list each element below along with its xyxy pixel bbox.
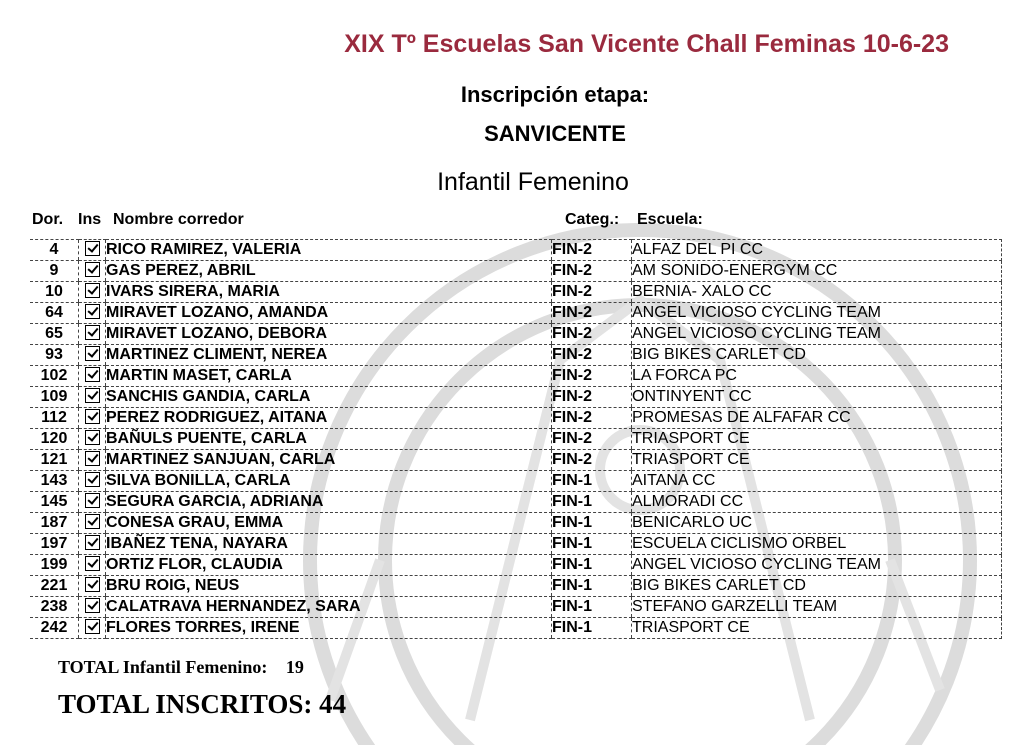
inscribed-checkbox <box>79 492 106 513</box>
category-total-label: TOTAL Infantil Femenino: <box>58 657 268 677</box>
rider-category: FIN-2 <box>552 240 632 261</box>
inscribed-checkbox <box>79 534 106 555</box>
rider-name: BAÑULS PUENTE, CARLA <box>106 429 552 450</box>
table-row <box>30 366 1002 387</box>
inscribed-checkbox <box>79 513 106 534</box>
rider-dorsal: 4 <box>30 240 79 261</box>
rider-name: FLORES TORRES, IRENE <box>106 618 552 639</box>
rider-category: FIN-2 <box>552 345 632 366</box>
rider-category: FIN-1 <box>552 597 632 618</box>
rider-dorsal: 242 <box>30 618 79 639</box>
table-row <box>30 282 1002 303</box>
rider-dorsal: 238 <box>30 597 79 618</box>
rider-name: MARTINEZ CLIMENT, NEREA <box>106 345 552 366</box>
rider-category: FIN-2 <box>552 303 632 324</box>
rider-category: FIN-1 <box>552 576 632 597</box>
rider-school: BIG BIKES CARLET CD <box>632 345 1002 366</box>
category-title: Infantil Femenino <box>437 168 629 196</box>
rider-dorsal: 199 <box>30 555 79 576</box>
column-header-dorsal: Dor. <box>32 211 64 228</box>
rider-name: MARTINEZ SANJUAN, CARLA <box>106 450 552 471</box>
rider-dorsal: 93 <box>30 345 79 366</box>
table-row <box>30 576 1002 597</box>
checkmark-icon <box>85 325 100 340</box>
checkmark-icon <box>85 514 100 529</box>
rider-school: TRIASPORT CE <box>632 450 1002 471</box>
inscribed-checkbox <box>79 618 106 639</box>
overall-total-count: 44 <box>319 689 347 719</box>
inscribed-checkbox <box>79 429 106 450</box>
checkmark-icon <box>85 472 100 487</box>
checkmark-icon <box>85 367 100 382</box>
stage-name: SANVICENTE <box>484 121 626 146</box>
rider-dorsal: 102 <box>30 366 79 387</box>
table-row <box>30 345 1002 366</box>
table-row <box>30 618 1002 639</box>
rider-school: BERNIA- XALO CC <box>632 282 1002 303</box>
table-row <box>30 240 1002 261</box>
checkmark-icon <box>85 535 100 550</box>
inscribed-checkbox <box>79 555 106 576</box>
rider-dorsal: 187 <box>30 513 79 534</box>
rider-name: MIRAVET LOZANO, AMANDA <box>106 303 552 324</box>
checkmark-icon <box>85 430 100 445</box>
stage-label: Inscripción etapa: <box>460 82 650 107</box>
inscribed-checkbox <box>79 597 106 618</box>
checkmark-icon <box>85 346 100 361</box>
rider-dorsal: 121 <box>30 450 79 471</box>
table-row <box>30 303 1002 324</box>
checkmark-icon <box>85 493 100 508</box>
rider-school: ANGEL VICIOSO CYCLING TEAM <box>632 555 1002 576</box>
rider-dorsal: 112 <box>30 408 79 429</box>
rider-category: FIN-2 <box>552 261 632 282</box>
rider-dorsal: 145 <box>30 492 79 513</box>
riders-table <box>30 239 1002 639</box>
rider-school: BENICARLO UC <box>632 513 1002 534</box>
rider-dorsal: 65 <box>30 324 79 345</box>
rider-school: ANGEL VICIOSO CYCLING TEAM <box>632 303 1002 324</box>
rider-name: SILVA BONILLA, CARLA <box>106 471 552 492</box>
rider-category: FIN-1 <box>552 492 632 513</box>
rider-school: STEFANO GARZELLI TEAM <box>632 597 1002 618</box>
checkmark-icon <box>85 409 100 424</box>
table-row <box>30 261 1002 282</box>
checkmark-icon <box>85 451 100 466</box>
inscribed-checkbox <box>79 303 106 324</box>
table-row <box>30 513 1002 534</box>
table-row <box>30 408 1002 429</box>
checkmark-icon <box>85 241 100 256</box>
rider-category: FIN-2 <box>552 366 632 387</box>
rider-school: ALFAZ DEL PI CC <box>632 240 1002 261</box>
rider-dorsal: 64 <box>30 303 79 324</box>
rider-name: SANCHIS GANDIA, CARLA <box>106 387 552 408</box>
column-header-name: Nombre corredor <box>113 211 244 228</box>
checkmark-icon <box>85 262 100 277</box>
rider-category: FIN-2 <box>552 408 632 429</box>
column-header-category: Categ.: <box>565 211 620 228</box>
rider-dorsal: 9 <box>30 261 79 282</box>
rider-category: FIN-2 <box>552 450 632 471</box>
inscribed-checkbox <box>79 387 106 408</box>
table-row <box>30 534 1002 555</box>
rider-school: ESCUELA CICLISMO ORBEL <box>632 534 1002 555</box>
table-row <box>30 387 1002 408</box>
category-total <box>58 657 304 678</box>
table-row <box>30 324 1002 345</box>
rider-name: SEGURA GARCIA, ADRIANA <box>106 492 552 513</box>
table-row <box>30 597 1002 618</box>
table-row <box>30 492 1002 513</box>
table-row <box>30 429 1002 450</box>
rider-category: FIN-1 <box>552 513 632 534</box>
checkmark-icon <box>85 388 100 403</box>
rider-school: PROMESAS DE ALFAFAR CC <box>632 408 1002 429</box>
checkmark-icon <box>85 304 100 319</box>
inscribed-checkbox <box>79 576 106 597</box>
column-header-inscribed: Ins <box>78 211 102 228</box>
rider-dorsal: 109 <box>30 387 79 408</box>
checkmark-icon <box>85 577 100 592</box>
rider-category: FIN-1 <box>552 618 632 639</box>
checkmark-icon <box>85 619 100 634</box>
rider-school: BIG BIKES CARLET CD <box>632 576 1002 597</box>
category-total-count: 19 <box>285 657 304 677</box>
inscribed-checkbox <box>79 345 106 366</box>
rider-name: CONESA GRAU, EMMA <box>106 513 552 534</box>
rider-school: TRIASPORT CE <box>632 618 1002 639</box>
checkmark-icon <box>85 598 100 613</box>
checkmark-icon <box>85 283 100 298</box>
rider-school: AM SONIDO-ENERGYM CC <box>632 261 1002 282</box>
inscribed-checkbox <box>79 261 106 282</box>
inscribed-checkbox <box>79 366 106 387</box>
rider-school: LA FORCA PC <box>632 366 1002 387</box>
inscribed-checkbox <box>79 408 106 429</box>
rider-school: ANGEL VICIOSO CYCLING TEAM <box>632 324 1002 345</box>
checkmark-icon <box>85 556 100 571</box>
rider-name: PEREZ RODRIGUEZ, AITANA <box>106 408 552 429</box>
rider-school: AITANA CC <box>632 471 1002 492</box>
rider-name: BRU ROIG, NEUS <box>106 576 552 597</box>
rider-name: ORTIZ FLOR, CLAUDIA <box>106 555 552 576</box>
rider-school: TRIASPORT CE <box>632 429 1002 450</box>
rider-dorsal: 143 <box>30 471 79 492</box>
overall-total-label: TOTAL INSCRITOS: <box>58 689 313 719</box>
rider-dorsal: 120 <box>30 429 79 450</box>
rider-name: GAS PEREZ, ABRIL <box>106 261 552 282</box>
overall-total <box>58 689 346 720</box>
rider-category: FIN-1 <box>552 534 632 555</box>
document-title: XIX Tº Escuelas San Vicente Chall Feminas 10-6-23 <box>344 30 949 58</box>
rider-school: ONTINYENT CC <box>632 387 1002 408</box>
rider-dorsal: 221 <box>30 576 79 597</box>
rider-category: FIN-2 <box>552 429 632 450</box>
rider-name: IBAÑEZ TENA, NAYARA <box>106 534 552 555</box>
rider-name: MARTIN MASET, CARLA <box>106 366 552 387</box>
table-row <box>30 471 1002 492</box>
table-row <box>30 555 1002 576</box>
inscribed-checkbox <box>79 471 106 492</box>
rider-category: FIN-2 <box>552 387 632 408</box>
rider-school: ALMORADI CC <box>632 492 1002 513</box>
rider-dorsal: 197 <box>30 534 79 555</box>
rider-category: FIN-2 <box>552 282 632 303</box>
table-row <box>30 450 1002 471</box>
inscribed-checkbox <box>79 450 106 471</box>
inscribed-checkbox <box>79 282 106 303</box>
rider-name: MIRAVET LOZANO, DEBORA <box>106 324 552 345</box>
inscribed-checkbox <box>79 240 106 261</box>
rider-category: FIN-1 <box>552 555 632 576</box>
inscribed-checkbox <box>79 324 106 345</box>
rider-name: IVARS SIRERA, MARIA <box>106 282 552 303</box>
rider-category: FIN-2 <box>552 324 632 345</box>
rider-name: RICO RAMIREZ, VALERIA <box>106 240 552 261</box>
rider-name: CALATRAVA HERNANDEZ, SARA <box>106 597 552 618</box>
rider-dorsal: 10 <box>30 282 79 303</box>
rider-category: FIN-1 <box>552 471 632 492</box>
column-header-school: Escuela: <box>637 211 703 228</box>
